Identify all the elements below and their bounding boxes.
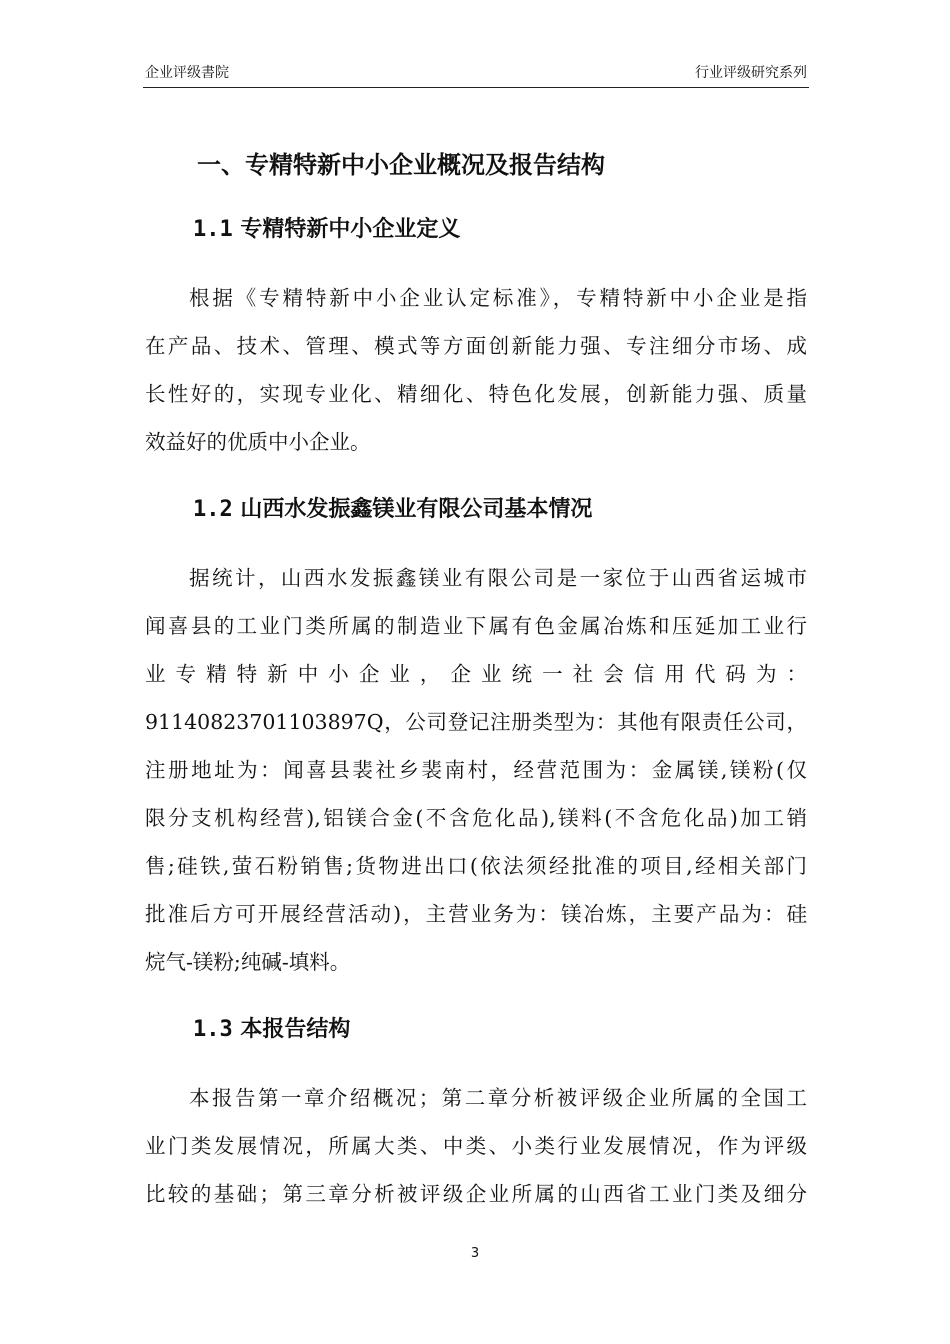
header-publisher: 企业评级書院 <box>145 65 229 81</box>
text-line: 在产品、技术、管理、模式等方面创新能力强、专注细分市场、成 <box>145 334 807 358</box>
section-title: 本报告结构 <box>240 1017 351 1042</box>
paragraph-definition <box>145 274 807 466</box>
text-line: 91140823701103897Q，公司登记注册类型为：其他有限责任公司， <box>145 710 807 734</box>
section-heading-1-3 <box>193 1000 807 1060</box>
text-line: 根据《专精特新中小企业认定标准》，专精特新中小企业是指 <box>189 286 807 310</box>
section-number: 1.2 <box>193 497 233 522</box>
text-line: 限分支机构经营),铝镁合金(不含危化品),镁料(不含危化品)加工销 <box>145 806 807 830</box>
header-divider <box>143 87 809 88</box>
text-line: 效益好的优质中小企业。 <box>145 430 371 454</box>
text-line: 业专精特新中小企业，企业统一社会信用代码为： <box>145 662 807 686</box>
text-line: 业门类发展情况，所属大类、中类、小类行业发展情况，作为评级 <box>145 1134 807 1158</box>
text-line: 注册地址为：闻喜县裴社乡裴南村，经营范围为：金属镁,镁粉(仅 <box>145 758 807 782</box>
document-body <box>145 140 807 1218</box>
text-line: 比较的基础；第三章分析被评级企业所属的山西省工业门类及细分 <box>145 1182 807 1206</box>
section-title: 山西水发振鑫镁业有限公司基本情况 <box>240 497 593 522</box>
text-line: 闻喜县的工业门类所属的制造业下属有色金属冶炼和压延加工业行 <box>145 614 807 638</box>
section-number: 1.1 <box>193 217 233 242</box>
section-title: 专精特新中小企业定义 <box>240 217 461 242</box>
text-line: 售;硅铁,萤石粉销售;货物进出口(依法须经批准的项目,经相关部门 <box>145 854 807 878</box>
header-series: 行业评级研究系列 <box>695 65 807 81</box>
paragraph-company-info <box>145 554 807 986</box>
chapter-title: 一、专精特新中小企业概况及报告结构 <box>197 151 605 179</box>
page-header <box>145 62 807 84</box>
section-number: 1.3 <box>193 1017 233 1042</box>
section-heading-1-1 <box>193 200 807 260</box>
text-line: 据统计，山西水发振鑫镁业有限公司是一家位于山西省运城市 <box>189 566 807 590</box>
text-line: 本报告第一章介绍概况；第二章分析被评级企业所属的全国工 <box>189 1086 807 1110</box>
page-number: 3 <box>470 1246 480 1261</box>
paragraph-report-structure <box>145 1074 807 1218</box>
text-line: 烷气-镁粉;纯碱-填料。 <box>145 950 351 974</box>
text-line: 长性好的，实现专业化、精细化、特色化发展，创新能力强、质量 <box>145 382 807 406</box>
text-line: 批准后方可开展经营活动)，主营业务为：镁冶炼，主要产品为：硅 <box>145 902 807 926</box>
section-heading-1-2 <box>193 480 807 540</box>
